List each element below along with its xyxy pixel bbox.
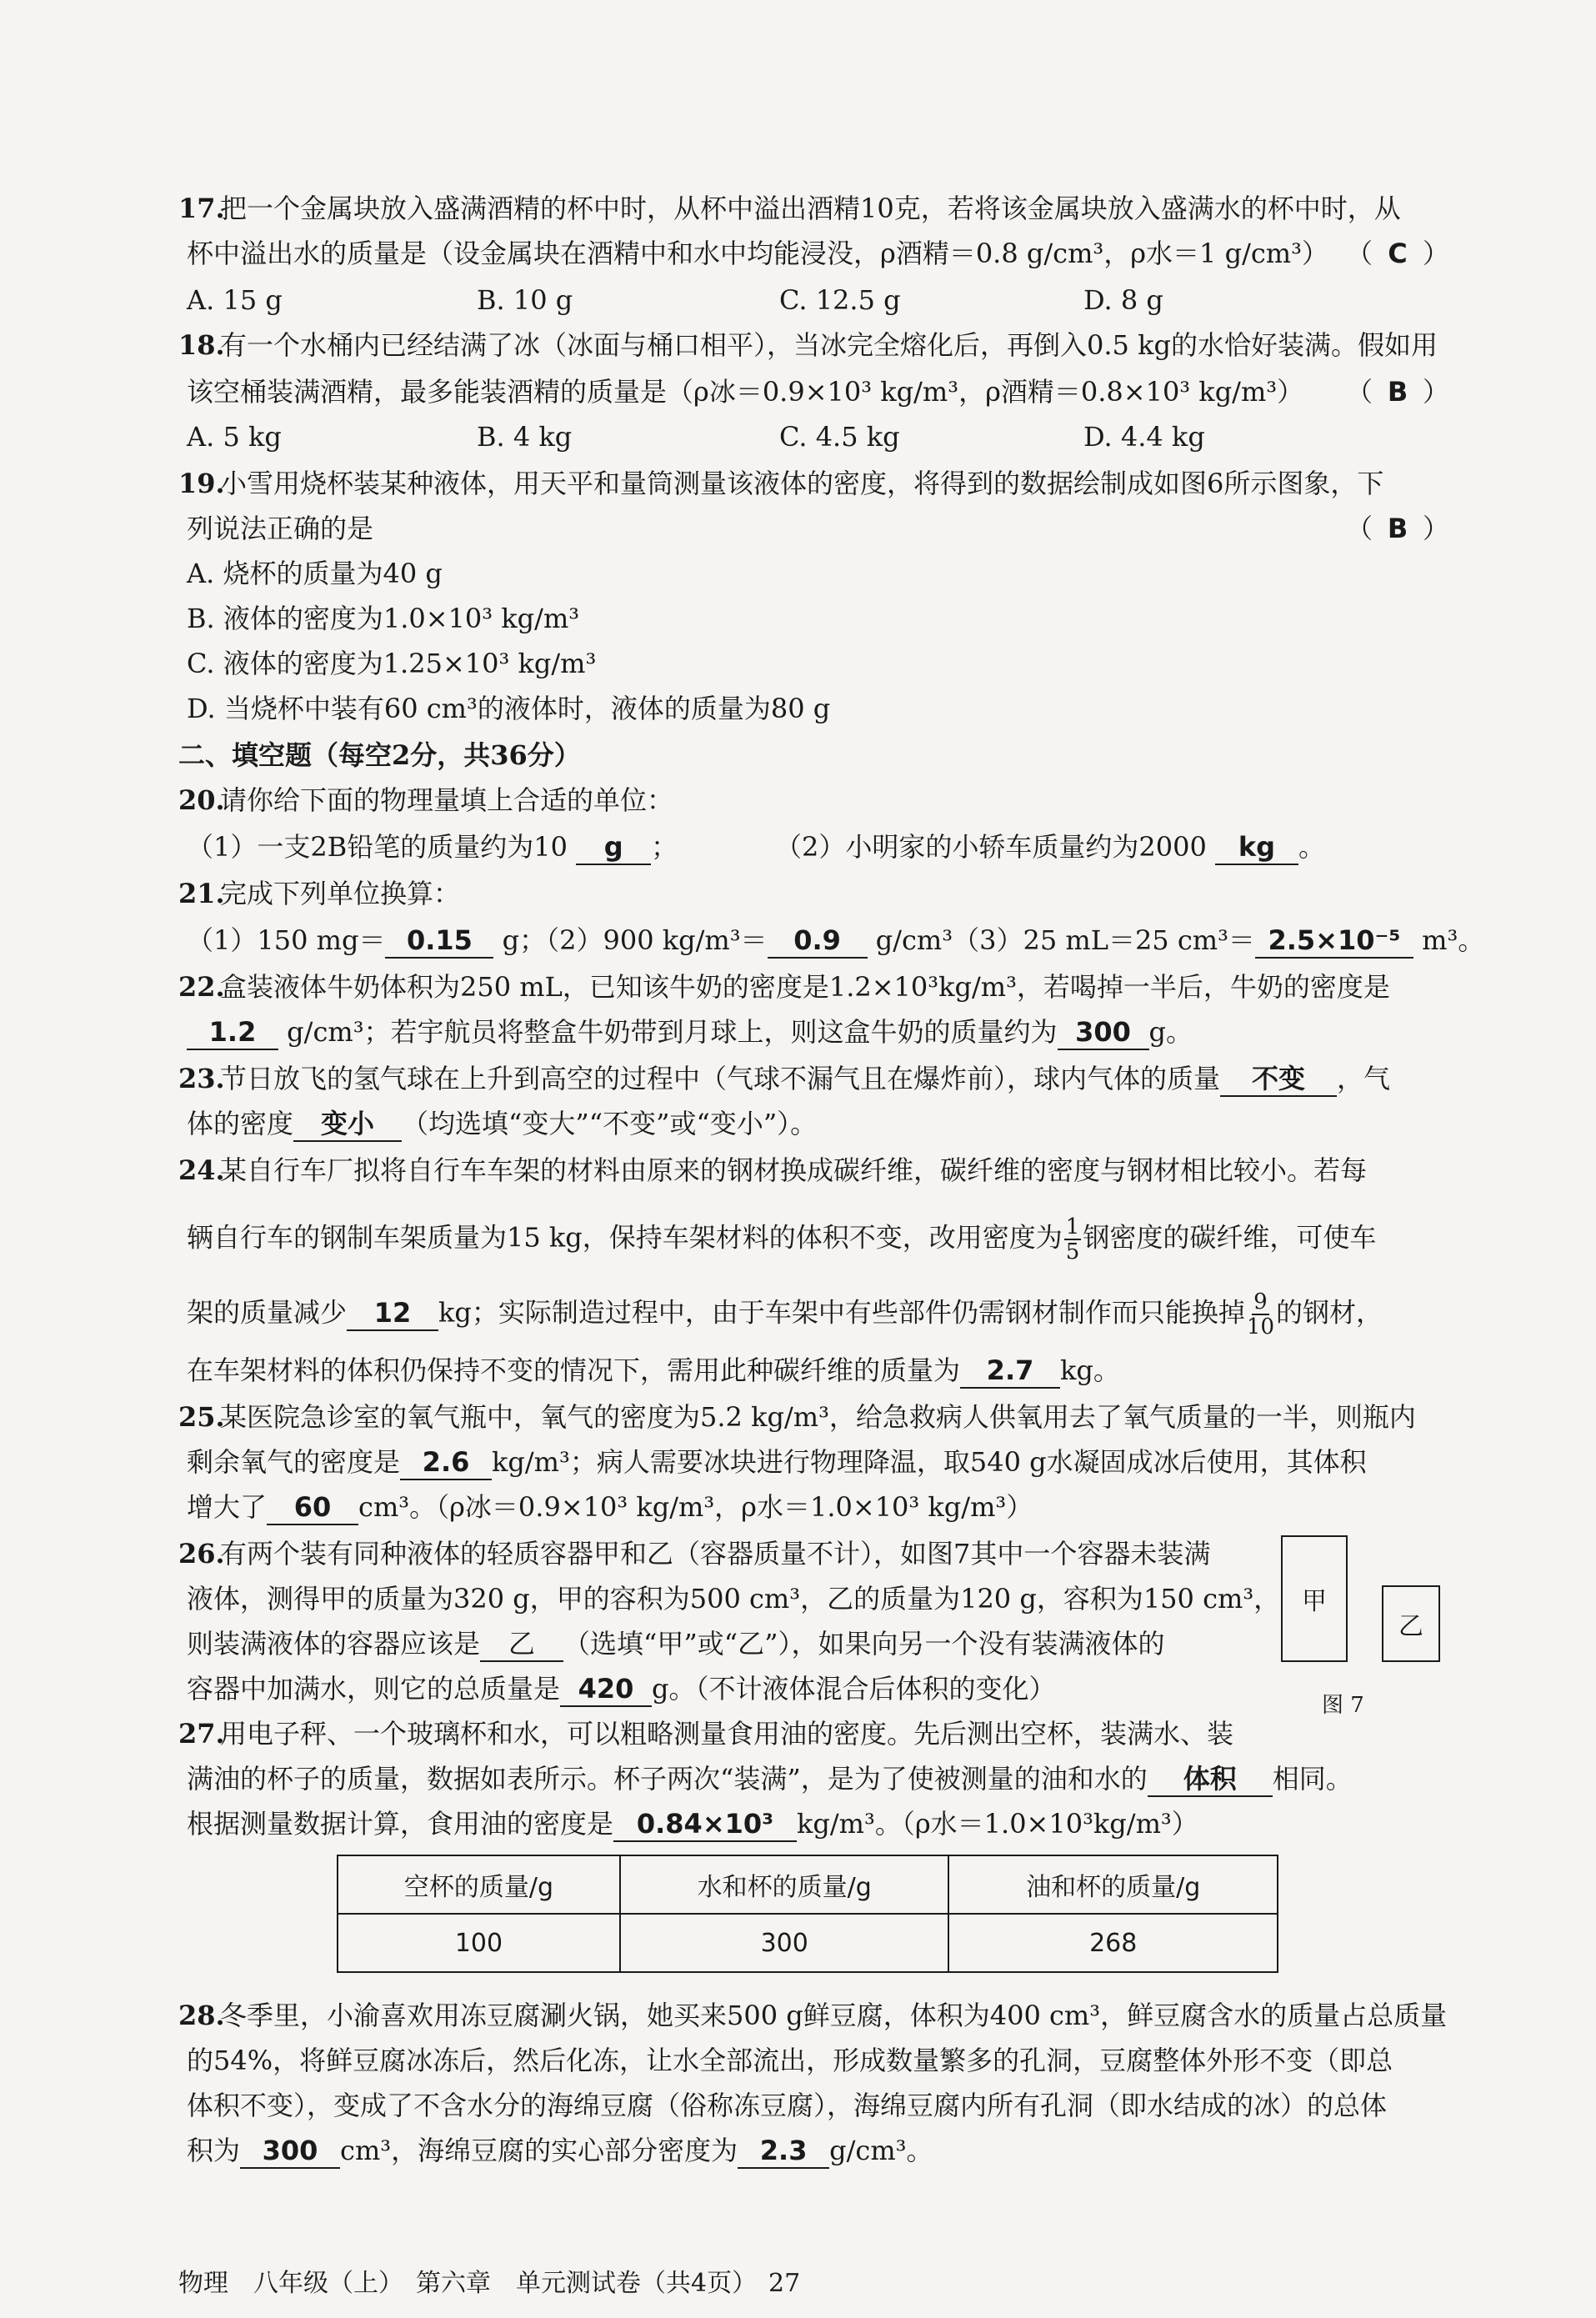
q22-line2-text: g/cm³；若宇航员将整盒牛奶带到月球上，则这盒牛奶的质量约为: [287, 1016, 1058, 1048]
q20-line1: 请你给下面的物理量填上合适的单位：: [220, 784, 674, 816]
q23-line1: [220, 1059, 1390, 1099]
q25-answer1: 2.6: [400, 1445, 492, 1480]
q17-option-d: D. 8 g: [1083, 284, 1163, 316]
q17-line2: 杯中溢出水的质量是（设金属块在酒精中和水中均能浸没，ρ酒精＝0.8 g/cm³，ρ水＝1 g/cm³）: [187, 238, 1328, 269]
q22-line2: [187, 1012, 1193, 1052]
q24-answer2: 2.7: [960, 1354, 1060, 1389]
q21-line1: 完成下列单位换算：: [220, 878, 461, 909]
q19-line1: 小雪用烧杯装某种液体，用天平和量筒测量该液体的密度，将得到的数据绘制成如图6所示图象，下: [220, 468, 1384, 499]
q18-option-c: C. 4.5 kg: [779, 421, 900, 453]
table-row: [338, 1914, 1278, 1972]
q24-number: 24.: [178, 1154, 225, 1186]
q18-line1: 有一个水桶内已经结满了冰（冰面与桶口相平），当冰完全熔化后，再倒入0.5 kg的水恰好装满。假如用: [220, 329, 1438, 361]
q23-answer1: 不变: [1220, 1062, 1337, 1097]
q19-answer-paren: （ B ）: [1346, 508, 1449, 548]
page-number: 27: [768, 2269, 801, 2298]
q24-answer1: 12: [347, 1296, 438, 1331]
mass-data-table: [337, 1855, 1278, 1973]
q18-line2: 该空桶装满酒精，最多能装酒精的质量是（ρ冰＝0.9×10³ kg/m³，ρ酒精＝0.8×10³ kg/m³）: [187, 376, 1304, 408]
q19-line2: 列说法正确的是: [187, 513, 374, 544]
q24-line1: 某自行车厂拟将自行车车架的材料由原来的钢材换成碳纤维，碳纤维的密度与钢材相比较小。若每: [220, 1154, 1368, 1186]
q18-answer-paren: （ B ）: [1346, 372, 1449, 412]
q21-answer1: 0.15: [385, 924, 493, 959]
q26-answer2: 420: [560, 1672, 652, 1707]
q18-option-d: D. 4.4 kg: [1083, 421, 1205, 453]
q17-option-c: C. 12.5 g: [779, 284, 901, 316]
q18-answer: B: [1387, 376, 1408, 408]
q26-number: 26.: [178, 1538, 225, 1570]
q28-line4b: cm³，海绵豆腐的实心部分密度为: [340, 2135, 738, 2166]
q19-option-b: B. 液体的密度为1.0×10³ kg/m³: [187, 603, 580, 634]
q21-answer3: 2.5×10⁻⁵: [1255, 924, 1413, 959]
q25-line3: [187, 1487, 1033, 1527]
q18-number: 18.: [178, 329, 225, 361]
table-cell: 268: [948, 1914, 1278, 1972]
q21-number: 21.: [178, 878, 225, 909]
q26-line4b: g。（不计液体混合后体积的变化）: [652, 1673, 1056, 1705]
q25-line3b: cm³。（ρ冰＝0.9×10³ kg/m³，ρ水＝1.0×10³ kg/m³）: [358, 1491, 1033, 1523]
q21-line2: [187, 920, 1484, 960]
q22-answer2: 300: [1058, 1015, 1149, 1050]
q21-text-c: g/cm³（3）25 mL＝25 cm³＝: [875, 924, 1255, 956]
q24-fraction-9-10: [1247, 1290, 1274, 1339]
q23-line2: [187, 1104, 817, 1144]
q27-answer1: 体积: [1148, 1762, 1273, 1797]
q18-option-b: B. 4 kg: [477, 421, 573, 453]
q28-answer1: 300: [240, 2134, 340, 2169]
q24-frac2-den: 10: [1246, 1314, 1274, 1339]
q25-line2a: 剩余氧气的密度是: [187, 1446, 401, 1478]
container-yi-label: 乙: [1398, 1612, 1423, 1641]
q28-number: 28.: [178, 2000, 225, 2031]
q20-number: 20.: [178, 784, 225, 816]
table-cell: 100: [338, 1914, 620, 1972]
q17-number: 17.: [178, 193, 225, 224]
q23-line2-text: 体的密度: [187, 1108, 294, 1139]
q27-line3b: kg/m³。（ρ水＝1.0×10³kg/m³）: [797, 1808, 1198, 1840]
q26-line3a: 则装满液体的容器应该是: [187, 1628, 481, 1660]
q20-part2: （2）小明家的小轿车质量约为2000 kg 。: [775, 827, 1325, 867]
container-jia-label: 甲: [1302, 1587, 1327, 1616]
q27-line2a: 满油的杯子的质量，数据如表所示。杯子两次“装满”，是为了使被测量的油和水的: [187, 1763, 1148, 1795]
q28-line4a: 积为: [187, 2135, 241, 2166]
q27-line2: [187, 1759, 1353, 1799]
q26-line2: 液体，测得甲的质量为320 g，甲的容积为500 cm³，乙的质量为120 g，容积为150 cm³，: [187, 1583, 1281, 1615]
q17-option-a: A. 15 g: [187, 284, 283, 316]
table-header-cell: 空杯的质量/g: [338, 1855, 620, 1914]
q26-line3b: （选填“甲”或“乙”），如果向另一个没有装满液体的: [563, 1628, 1165, 1660]
q26-line4: [187, 1669, 1056, 1709]
q23-tail1: ，气: [1337, 1063, 1391, 1094]
q17-answer: C: [1388, 238, 1408, 269]
q24-fraction-1-5: [1064, 1215, 1082, 1264]
q24-line2a: 辆自行车的钢制车架质量为15 kg，保持车架材料的体积不变，改用密度为: [187, 1221, 1063, 1254]
footer-course-info: 物理 八年级（上） 第六章 单元测试卷（共4页）: [178, 2269, 758, 2298]
q28-line3: 体积不变），变成了不含水分的海绵豆腐（俗称冻豆腐），海绵豆腐内所有孔洞（即水结成的冰）的总体: [187, 2090, 1388, 2121]
q24-line3: [187, 1290, 1383, 1339]
q26-line4a: 容器中加满水，则它的总质量是: [187, 1673, 561, 1705]
q28-line2: 的54%，将鲜豆腐冰冻后，然后化冻，让水全部流出，形成数量繁多的孔洞，豆腐整体外形不变（即总: [187, 2045, 1393, 2076]
q22-number: 22.: [178, 971, 225, 1003]
q28-line4c: g/cm³。: [829, 2135, 933, 2166]
q19-option-c: C. 液体的密度为1.25×10³ kg/m³: [187, 648, 597, 679]
q17-option-b: B. 10 g: [477, 284, 573, 316]
q25-line1: 某医院急诊室的氧气瓶中，氧气的密度为5.2 kg/m³，给急救病人供氧用去了氧气质量的一半，则瓶内: [220, 1401, 1416, 1433]
q24-line3a: 架的质量减少: [187, 1296, 348, 1329]
q22-line1: 盒装液体牛奶体积为250 mL，已知该牛奶的密度是1.2×10³kg/m³，若喝掉一半后，牛奶的密度是: [220, 971, 1390, 1003]
q24-line4b: kg。: [1060, 1354, 1120, 1386]
q23-tail2: （均选填“变大”“不变”或“变小”）。: [402, 1108, 818, 1139]
q17-line1: 把一个金属块放入盛满酒精的杯中时，从杯中溢出酒精10克，若将该金属块放入盛满水的杯中时，从: [220, 193, 1401, 224]
q27-line3: [187, 1804, 1198, 1844]
q20-part1-text: （1）一支2B铅笔的质量约为10: [187, 831, 568, 863]
q24-line3c: 的钢材，: [1276, 1296, 1383, 1329]
q24-frac1-num: 1: [1065, 1214, 1080, 1239]
q19-number: 19.: [178, 468, 225, 499]
q27-answer2: 0.84×10³: [613, 1807, 797, 1842]
q20-part1: （1）一支2B铅笔的质量约为10 g ；: [187, 827, 678, 867]
q21-text-b: g；（2）900 kg/m³＝: [502, 924, 768, 956]
q25-line3a: 增大了: [187, 1491, 268, 1523]
q24-line2b: 钢密度的碳纤维，可使车: [1083, 1221, 1377, 1254]
q20-answer1: g: [576, 830, 651, 865]
q25-answer2: 60: [267, 1490, 358, 1525]
q22-end: g。: [1148, 1016, 1193, 1048]
q23-line1-text: 节日放飞的氢气球在上升到高空的过程中（气球不漏气且在爆炸前），球内气体的质量: [220, 1063, 1221, 1094]
q20-part2-text: （2）小明家的小轿车质量约为2000: [775, 831, 1207, 863]
container-yi: [1382, 1585, 1440, 1662]
q24-frac2-num: 9: [1253, 1289, 1268, 1314]
q24-frac1-den: 5: [1065, 1239, 1080, 1264]
q18-option-a: A. 5 kg: [187, 421, 282, 453]
q25-line2b: kg/m³；病人需要冰块进行物理降温，取540 g水凝固成冰后使用，其体积: [492, 1446, 1367, 1478]
q24-line2: [187, 1215, 1376, 1264]
figure-7-caption: 图 7: [1322, 1693, 1364, 1718]
q21-text-a: （1）150 mg＝: [187, 924, 386, 956]
q26-line3: [187, 1624, 1164, 1664]
q21-answer2: 0.9: [768, 924, 868, 959]
container-jia: [1281, 1535, 1348, 1662]
q23-number: 23.: [178, 1063, 225, 1094]
section-title: 二、填空题（每空2分，共36分）: [178, 739, 581, 771]
q27-line1: 用电子秤、一个玻璃杯和水，可以粗略测量食用油的密度。先后测出空杯，装满水、装: [220, 1718, 1234, 1750]
q27-number: 27.: [178, 1718, 225, 1750]
q26-answer1: 乙: [480, 1627, 563, 1662]
q28-line1: 冬季里，小渝喜欢用冻豆腐涮火锅，她买来500 g鲜豆腐，体积为400 cm³，鲜豆腐含水的质量占总质量: [220, 2000, 1448, 2031]
q28-line4: [187, 2130, 933, 2170]
table-header-row: [338, 1855, 1278, 1914]
q24-line3b: kg；实际制造过程中，由于车架中有些部件仍需钢材制作而只能换掉: [438, 1296, 1245, 1329]
q27-line2b: 相同。: [1272, 1763, 1353, 1795]
q23-answer2: 变小: [293, 1107, 402, 1142]
table-cell: 300: [620, 1914, 949, 1972]
q19-answer: B: [1387, 513, 1408, 544]
table-header-cell: 油和杯的质量/g: [948, 1855, 1278, 1914]
q17-answer-paren: （ C ）: [1346, 233, 1449, 273]
q24-line4a: 在车架材料的体积仍保持不变的情况下，需用此种碳纤维的质量为: [187, 1354, 961, 1386]
q19-option-a: A. 烧杯的质量为40 g: [187, 558, 443, 589]
q28-answer2: 2.3: [738, 2134, 829, 2169]
q20-answer2: kg: [1215, 830, 1298, 865]
q25-line2: [187, 1442, 1367, 1482]
table-header-cell: 水和杯的质量/g: [620, 1855, 949, 1914]
q19-option-d: D. 当烧杯中装有60 cm³的液体时，液体的质量为80 g: [187, 693, 831, 724]
q25-number: 25.: [178, 1401, 225, 1433]
q26-line1: 有两个装有同种液体的轻质容器甲和乙（容器质量不计），如图7其中一个容器未装满: [220, 1538, 1211, 1570]
q22-answer1: 1.2: [187, 1015, 278, 1050]
q24-line4: [187, 1350, 1120, 1390]
q27-line3a: 根据测量数据计算，食用油的密度是: [187, 1808, 614, 1840]
q21-text-d: m³。: [1422, 924, 1485, 956]
